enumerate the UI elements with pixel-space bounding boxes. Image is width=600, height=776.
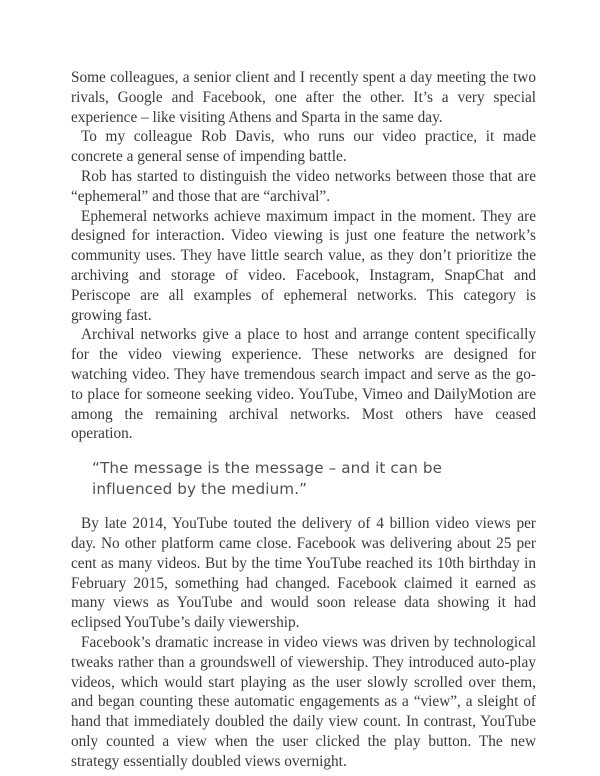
body-paragraph: By late 2014, YouTube touted the delivery of 4 billion video views per day. No other platform came close. Facebook was delivering about 25 per cent as many videos. But by the time YouTube reached its 10th birthday in February 2015, something had changed. Facebook claimed it earned as many views as YouTube and would soon release data showing it had eclipsed YouTube’s daily viewership. [71, 515, 536, 632]
article-page [71, 68, 536, 772]
body-paragraph: Rob has started to distinguish the video networks between those that are “ephemeral” and those that are “archival”. [71, 167, 536, 205]
body-paragraph: Facebook’s dramatic increase in video views was driven by technological tweaks rather than a groundswell of viewership. They introduced auto-play videos, which would start playing as the user slowly scrolled over them, and began counting these automatic engagements as a “view”, a sleight of hand that immediately doubled the daily view count. In contrast, YouTube only counted a view when the user clicked the play button. The new strategy essentially doubled views overnight. [71, 633, 536, 770]
body-paragraph: Archival networks give a place to host and arrange content specifically for the video viewing experience. These networks are designed for watching video. They have tremendous search impact and serve as the go-to place for someone seeking video. YouTube, Vimeo and DailyMotion are among the remaining archival networks. Most others have ceased operation. [71, 326, 536, 443]
pull-quote: “The message is the message – and it can be influenced by the medium.” [92, 459, 443, 499]
body-paragraph: To my colleague Rob Davis, who runs our video practice, it made concrete a general sense of impending battle. [71, 128, 536, 166]
body-paragraph: Some colleagues, a senior client and I recently spent a day meeting the two rivals, Google and Facebook, one after the other. It’s a very special experience – like visiting Athens and Sparta in the same day. [71, 69, 536, 126]
body-paragraph: Ephemeral networks achieve maximum impact in the moment. They are designed for interaction. Video viewing is just one feature the network’s community uses. They have little search value, as they don’t prioritize the archiving and storage of video. Facebook, Instagram, SnapChat and Periscope are all examples of ephemeral networks. This category is growing fast. [71, 207, 536, 324]
